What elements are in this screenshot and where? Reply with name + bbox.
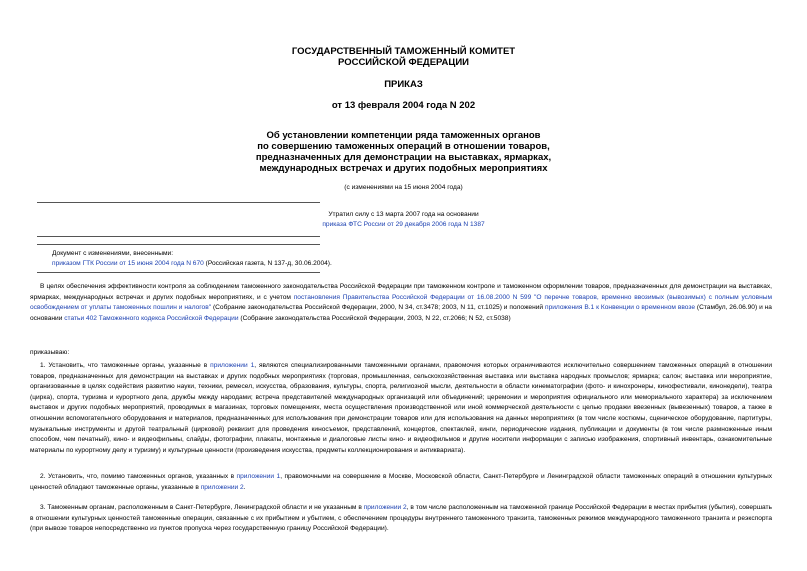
link-customs-code-402[interactable]: статьи 402 Таможенного кодекса Российской Федерации bbox=[64, 314, 239, 322]
amendment-link[interactable]: приказом ГТК России от 15 июня 2004 года N 670 bbox=[52, 260, 204, 267]
amendment-source: (Российская газета, N 137-д, 30.06.2004). bbox=[203, 260, 332, 267]
changes-note: (с изменениями на 15 июня 2004 года) bbox=[344, 184, 463, 191]
amendments-label: Документ с изменениями, внесенными: bbox=[52, 250, 174, 257]
doc-title-line3: предназначенных для демонстрации на выставках, ярмарках, bbox=[255, 152, 552, 163]
order-item-1: 1. Установить, что таможенные органы, указанные в приложении 1, являются специализированными таможенными органами, правомочия которых ограничиваются исключительно совершением таможенных операций в отношении товаров, предназначенных для демонстрации на выставках и других подобных мероприятиях (торговая, промышленная, сельскохозяйственная выставка или выставка народных промыслов; ярмарка; салон; выставка или мероприятие, организованные в целях содействия развитию науки, техники, ремесел, искусства, образования, культуры, спорта, религиозной мысли, деятельности в области кинематографии (фото- и кинохронеры, кинофестивали, кинонедели), театра (цирка), спорта, туризма и курортного дела, дружбы между народами; встреча представителей международных организаций или объединений; церемонии и мероприятия официального или мемориального характера) за исключением выставок и других подобных мероприятий, проводимых в магазинах, торговых помещениях, места осуществления производственной или иной коммерческой деятельности с целью продажи ввезенных (вывезенных) товаров, а также в отношении вспомогательного оборудования и материалов, предназначенных для использования при демонстрации товаров или для использования на данных мероприятиях (в том числе костюмы, сценическое оборудование, партитуры, музыкальные инструменты и другой театральный (цирковой) реквизит для проведения киносъемок, представлений, концертов, спектаклей, кинги, периодические издания, публикации и документы (в том числе размноженные иным способом, чем печатный), кино- и видеофильмы, слайды, фотографии, плакаты, монтажные и диалоговые листы кино- и видеофильмов и другие носители информации с записью изображения, спортивный инвентарь, ознакомительные материалы по курортному делу и туризму) и культурные ценности (произведения искусства, предметы коллекционирования и антиквариата). bbox=[30, 362, 772, 454]
org-name-line2: РОССИЙСКОЙ ФЕДЕРАЦИИ bbox=[337, 57, 469, 68]
link-appendix-2[interactable]: приложении 2 bbox=[363, 504, 407, 511]
preamble-paragraph: В целях обеспечения эффективности контроля за соблюдением таможенного законодательства Российской Федерации при таможенном контроле и таможенном оформлении товаров, предназначенных для демонстрации на выставках, ярмарках, международных встречах и других подобных мероприятиях, и с учетом постановления Правительства Российской Федерации от 16.08.2000 N 599 "О перечне товаров, временно ввозимых (вывозимых) с полным условным освобождением от уплаты таможенных пошлин и налогов" (Собрание законодательства Российской Федерации, 2000, N 34, ст.3478; 2003, N 11, ст.1025) и положений приложения B.1 к Конвенции о временном ввозе (Стамбул, 26.06.90) и на основании статьи 402 Таможенного кодекса Российской Федерации (Собрание законодательства Российской Федерации, 2003, N 22, ст.2066; N 52, ст.5038) bbox=[30, 283, 772, 322]
status-line: Утратил силу с 13 марта 2007 года на основании bbox=[328, 211, 479, 218]
order-item-3: 3. Таможенным органам, расположенным в Санкт-Петербурге, Ленинградской области и не указанным в приложении 2, в том числе расположенным на таможенной границе Российской Федерации в местах прибытия (убытия), совершать в отношении культурных ценностей таможенные операции, связанные с их прибытием и убытием, с обеспечением процедуры внутреннего таможенного транзита, таможенных режимов международного таможенного транзита и реэкспорта (при вывозе товаров непосредственно из пунктов пропуска через государственную границу Российской Федерации). bbox=[30, 504, 772, 533]
divider bbox=[37, 236, 320, 237]
status-link[interactable]: приказа ФТС России от 29 декабря 2006 года N 1387 bbox=[322, 221, 485, 228]
doc-date: от 13 февраля 2004 года N 202 bbox=[331, 100, 476, 111]
divider bbox=[37, 244, 320, 245]
order-word: приказываю: bbox=[30, 349, 70, 356]
link-appendix-2[interactable]: приложении 2 bbox=[200, 483, 244, 491]
divider bbox=[37, 272, 320, 273]
link-appendix-1[interactable]: приложении 1 bbox=[210, 362, 255, 369]
doc-title-line1: Об установлении компетенции ряда таможенных органов bbox=[266, 130, 541, 141]
amendments-entry bbox=[52, 259, 332, 268]
order-item-2: 2. Установить, что, помимо таможенных органов, указанных в приложении 1, правомочными на совершение в Москве, Московской области, Санкт-Петербурге и Ленинградской области таможенных операций в отношении культурных ценностей обладают таможенные органы, указанные в приложении 2. bbox=[30, 473, 772, 491]
doc-title-line4: международных встречах и других подобных мероприятиях bbox=[259, 163, 548, 174]
divider bbox=[37, 202, 320, 203]
link-appendix-1[interactable]: приложении 1 bbox=[236, 473, 281, 480]
link-resolution-599[interactable]: постановления Правительства Российской Федерации от 16.08.2000 N 599 "О перечне товаров, временно ввозимых (вывозимых) с полным условным освобождением от уплаты таможенных пошлин и налогов" bbox=[30, 293, 772, 312]
doc-type: ПРИКАЗ bbox=[384, 79, 423, 90]
doc-title-line2: по совершению таможенных операций в отношении товаров, bbox=[257, 141, 550, 152]
org-name-line1: ГОСУДАРСТВЕННЫЙ ТАМОЖЕННЫЙ КОМИТЕТ bbox=[291, 46, 516, 57]
link-convention-annex[interactable]: приложения B.1 к Конвенции о временном ввозе bbox=[545, 304, 695, 312]
